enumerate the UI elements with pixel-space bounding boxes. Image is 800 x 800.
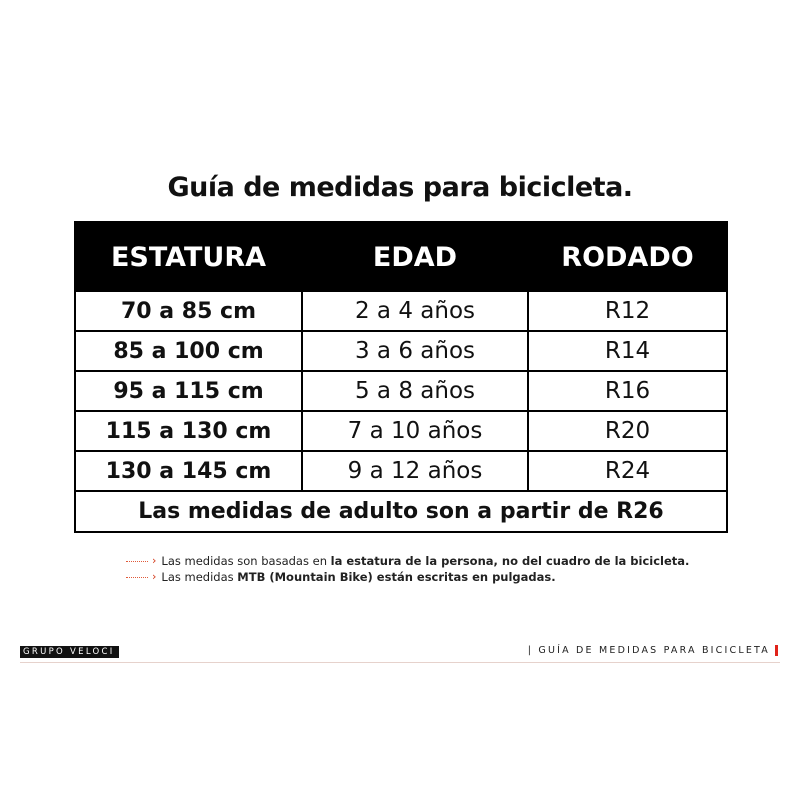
dotted-leader — [126, 577, 148, 578]
note-plain-text: Las medidas son basadas en — [161, 554, 331, 568]
age-cell: 7 a 10 años — [302, 411, 528, 451]
wheel-size-cell: R12 — [528, 291, 727, 331]
note-text — [161, 553, 689, 569]
notes-list — [126, 553, 746, 585]
chevron-right-icon: › — [152, 570, 157, 583]
note-plain-text: Las medidas — [161, 570, 238, 584]
table-row — [75, 411, 727, 451]
height-cell: 95 a 115 cm — [75, 371, 302, 411]
dotted-leader — [126, 561, 148, 562]
height-cell: 70 a 85 cm — [75, 291, 302, 331]
column-header-edad: EDAD — [302, 222, 528, 291]
size-guide-table — [74, 221, 728, 533]
footer-divider — [20, 662, 780, 663]
note-text — [161, 569, 555, 585]
wheel-size-cell: R14 — [528, 331, 727, 371]
column-header-estatura: ESTATURA — [75, 222, 302, 291]
brand-logo: GRUPO VELOCI — [20, 646, 119, 658]
age-cell: 2 a 4 años — [302, 291, 528, 331]
age-cell: 9 a 12 años — [302, 451, 528, 491]
chevron-right-icon: › — [152, 554, 157, 567]
footer-section-text: | GUÍA DE MEDIDAS PARA BICICLETA — [527, 645, 770, 656]
height-cell: 85 a 100 cm — [75, 331, 302, 371]
table-row — [75, 451, 727, 491]
age-cell: 3 a 6 años — [302, 331, 528, 371]
table-row — [75, 291, 727, 331]
note-item — [126, 569, 746, 585]
footer-section-label — [528, 645, 778, 656]
table-footer-row — [75, 491, 727, 532]
note-bold-text: MTB (Mountain Bike) están escritas en pulgadas. — [237, 570, 556, 584]
accent-bar — [775, 645, 778, 656]
table-row — [75, 331, 727, 371]
height-cell: 130 a 145 cm — [75, 451, 302, 491]
page-title: Guía de medidas para bicicleta. — [167, 172, 633, 203]
wheel-size-cell: R24 — [528, 451, 727, 491]
table-row — [75, 371, 727, 411]
column-header-rodado: RODADO — [528, 222, 727, 291]
table-header-row — [75, 222, 727, 291]
adult-sizes-note: Las medidas de adulto son a partir de R26 — [75, 491, 727, 532]
note-bold-text: la estatura de la persona, no del cuadro de la bicicleta. — [330, 554, 690, 568]
age-cell: 5 a 8 años — [302, 371, 528, 411]
note-item — [126, 553, 746, 569]
height-cell: 115 a 130 cm — [75, 411, 302, 451]
wheel-size-cell: R16 — [528, 371, 727, 411]
wheel-size-cell: R20 — [528, 411, 727, 451]
